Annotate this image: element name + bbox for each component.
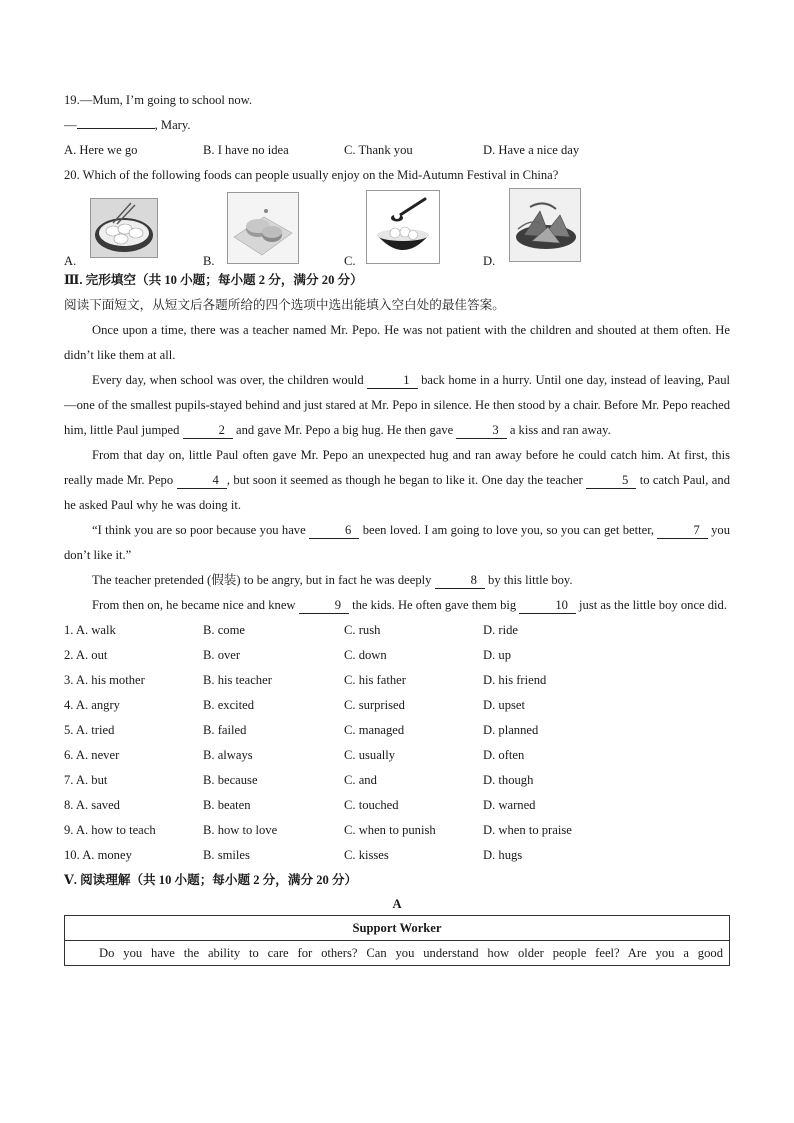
choice-row-10: [64, 843, 730, 868]
q19-option-b[interactable]: B. I have no idea: [203, 143, 289, 157]
zongzi-image: [509, 188, 581, 262]
cloze-blank-2[interactable]: 2: [183, 423, 233, 439]
choice-option[interactable]: 3. A. his mother: [64, 673, 145, 687]
section3-heading: Ⅲ. 完形填空（共 10 小题；每小题 2 分，满分 20 分）: [64, 273, 363, 287]
q20-option-a[interactable]: [64, 192, 164, 268]
q20-label-a: A.: [64, 254, 77, 268]
q19-option-a[interactable]: A. Here we go: [64, 143, 138, 157]
q20-prompt: 20. Which of the following foods can people usually enjoy on the Mid-Autumn Festival in China?: [64, 168, 559, 182]
cloze-blank-4[interactable]: 4: [177, 473, 227, 489]
cloze-blank-1[interactable]: 1: [367, 373, 417, 389]
reading-box-title: Support Worker: [65, 916, 730, 941]
passage-text: the kids. He often gave them big: [348, 598, 520, 612]
choice-option[interactable]: C. touched: [344, 798, 399, 812]
choice-option[interactable]: B. his teacher: [203, 673, 272, 687]
choice-option[interactable]: C. managed: [344, 723, 405, 737]
choice-row-3: [64, 668, 730, 693]
passage-text: Every day, when school was over, the children would: [92, 373, 368, 387]
passage-text: From then on, he became nice and knew: [92, 598, 299, 612]
passage-text: and gave Mr. Pepo a big hug. He then gave: [232, 423, 457, 437]
choice-option[interactable]: 7. A. but: [64, 773, 108, 787]
choice-option[interactable]: B. how to love: [203, 823, 278, 837]
section5-heading: Ⅴ. 阅读理解（共 10 小题；每小题 2 分，满分 20 分）: [64, 873, 358, 887]
passage-text: , but soon it seemed as though he began to like it. One day the teacher: [226, 473, 587, 487]
choice-option[interactable]: B. failed: [203, 723, 247, 737]
rice-balls-image: [366, 190, 440, 264]
choice-option[interactable]: C. surprised: [344, 698, 405, 712]
q20-image-options: [64, 188, 730, 268]
choice-option[interactable]: D. hugs: [483, 848, 523, 862]
choice-option[interactable]: C. rush: [344, 623, 381, 637]
choice-option[interactable]: 4. A. angry: [64, 698, 120, 712]
choice-option[interactable]: D. upset: [483, 698, 525, 712]
choice-option[interactable]: B. smiles: [203, 848, 250, 862]
passage-text: a kiss and ran away.: [506, 423, 611, 437]
reading-box-text: Do you have the ability to care for others? Can you understand how older people feel? Are you a good: [65, 941, 730, 966]
choice-option[interactable]: C. when to punish: [344, 823, 436, 837]
passage-paragraph-6: [64, 593, 730, 618]
passage-paragraph-3: [64, 443, 730, 518]
choice-row-7: [64, 768, 730, 793]
choice-option[interactable]: 10. A. money: [64, 848, 132, 862]
choice-option[interactable]: D. his friend: [483, 673, 547, 687]
choice-option[interactable]: D. though: [483, 773, 534, 787]
cloze-blank-7[interactable]: 7: [657, 523, 707, 539]
q19-option-d[interactable]: D. Have a nice day: [483, 143, 580, 157]
section3-instruction: 阅读下面短文，从短文后各题所给的四个选项中选出能填入空白处的最佳答案。: [64, 298, 505, 312]
choice-option[interactable]: B. because: [203, 773, 258, 787]
choice-option[interactable]: D. ride: [483, 623, 518, 637]
dumplings-image: [90, 198, 158, 258]
reading-passage-box: [64, 915, 730, 966]
passage-text: The teacher pretended (假装) to be angry, but in fact he was deeply: [92, 573, 435, 587]
choice-option[interactable]: D. when to praise: [483, 823, 572, 837]
q20-label-b: B.: [203, 254, 215, 268]
q19-reply-suffix: , Mary.: [154, 118, 191, 132]
choice-row-5: [64, 718, 730, 743]
cloze-blank-9[interactable]: 9: [299, 598, 349, 614]
reading-part-label: A: [392, 897, 402, 911]
passage-text: to catch Paul, and he asked Paul why he was doing it.: [64, 473, 730, 512]
q20-option-c[interactable]: [344, 192, 454, 268]
choice-option[interactable]: 8. A. saved: [64, 798, 120, 812]
cloze-blank-5[interactable]: 5: [586, 473, 636, 489]
passage-text: you don’t like it.”: [64, 523, 730, 562]
choice-row-6: [64, 743, 730, 768]
choice-option[interactable]: C. his father: [344, 673, 406, 687]
q20-label-c: C.: [344, 254, 356, 268]
choice-option[interactable]: B. come: [203, 623, 245, 637]
passage-paragraph-4: [64, 518, 730, 568]
choice-option[interactable]: D. warned: [483, 798, 536, 812]
exam-page: [64, 88, 730, 966]
cloze-blank-8[interactable]: 8: [435, 573, 485, 589]
passage-text: by this little boy.: [484, 573, 573, 587]
choice-option[interactable]: C. and: [344, 773, 377, 787]
choice-option[interactable]: B. beaten: [203, 798, 251, 812]
mooncakes-image: [227, 192, 299, 264]
passage-text: just as the little boy once did.: [575, 598, 728, 612]
cloze-blank-10[interactable]: 10: [519, 598, 576, 614]
q19-reply: [64, 113, 730, 138]
passage-paragraph-5: [64, 568, 730, 593]
passage-text: been loved. I am going to love you, so you can get better,: [359, 523, 658, 537]
q19-option-c[interactable]: C. Thank you: [344, 143, 413, 157]
q20-option-b[interactable]: [203, 192, 313, 268]
passage-paragraph-2: [64, 368, 730, 443]
choice-option[interactable]: C. kisses: [344, 848, 389, 862]
q20-label-d: D.: [483, 254, 496, 268]
choice-option[interactable]: C. down: [344, 648, 387, 662]
choice-option[interactable]: B. always: [203, 748, 253, 762]
choice-option[interactable]: 5. A. tried: [64, 723, 115, 737]
choice-option[interactable]: C. usually: [344, 748, 396, 762]
passage-text: back home in a hurry. Until one day, instead of leaving, Paul—one of the smallest pupils-stayed behind and just stared at Mr. Pepo in silence. He then stood by a chair. Before Mr. Pepo reached him, little Paul jumped: [64, 373, 730, 437]
choice-row-1: [64, 618, 730, 643]
choice-option[interactable]: D. up: [483, 648, 511, 662]
passage-text: “I think you are so poor because you have: [92, 523, 310, 537]
q19-options: [64, 138, 730, 163]
choice-row-8: [64, 793, 730, 818]
choice-option[interactable]: D. planned: [483, 723, 539, 737]
choice-option[interactable]: 9. A. how to teach: [64, 823, 156, 837]
cloze-blank-3[interactable]: 3: [456, 423, 506, 439]
passage-paragraph-1: Once upon a time, there was a teacher named Mr. Pepo. He was not patient with the children and shouted at them often. He didn’t like them at all.: [64, 323, 730, 362]
cloze-choices: [64, 618, 730, 868]
choice-row-2: [64, 643, 730, 668]
choice-row-9: [64, 818, 730, 843]
choice-option[interactable]: D. often: [483, 748, 525, 762]
passage-text: From that day on, little Paul often gave Mr. Pepo an unexpected hug and ran away before he could catch him. At first, this really made Mr. Pepo: [64, 448, 730, 487]
choice-option[interactable]: 1. A. walk: [64, 623, 116, 637]
q19-reply-dash: —: [64, 118, 77, 132]
choice-option[interactable]: 6. A. never: [64, 748, 120, 762]
choice-option[interactable]: 2. A. out: [64, 648, 108, 662]
choice-option[interactable]: B. over: [203, 648, 241, 662]
q19-prompt: 19.—Mum, I’m going to school now.: [64, 93, 253, 107]
q19-answer-blank[interactable]: [77, 128, 155, 129]
choice-row-4: [64, 693, 730, 718]
q20-option-d[interactable]: [483, 192, 593, 268]
choice-option[interactable]: B. excited: [203, 698, 255, 712]
cloze-blank-6[interactable]: 6: [309, 523, 359, 539]
